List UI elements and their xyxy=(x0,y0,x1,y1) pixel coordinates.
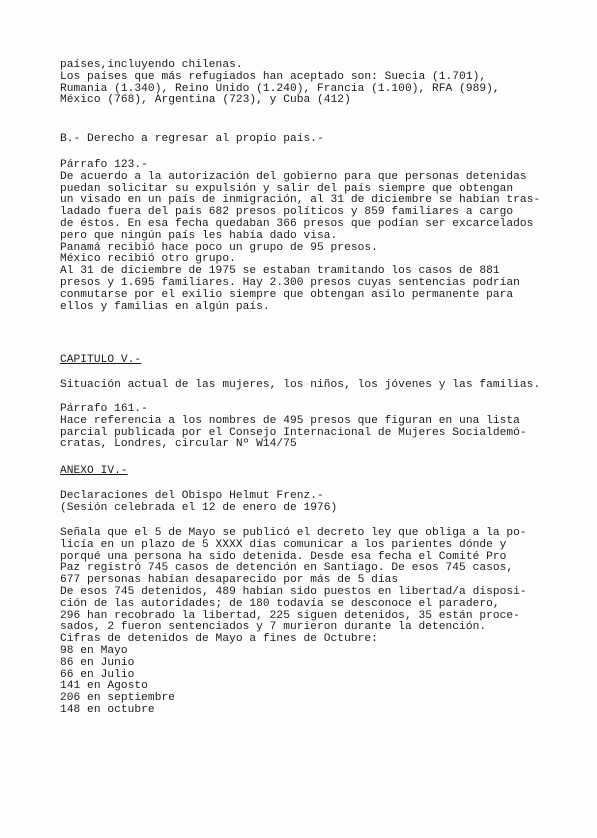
chapter-subtitle: Situación actual de las mujeres, los niños, los jóvenes y las familias. xyxy=(60,379,541,391)
text-line: México (768), Argentina (723), y Cuba (412) xyxy=(60,94,351,107)
section-b-heading-block xyxy=(60,134,580,146)
text-line: puedan solicitar su expulsión y salir del país siempre que obtengan xyxy=(60,182,514,195)
monthly-count: 206 en septiembre xyxy=(60,692,175,705)
annex-heading: ANEXO IV.- xyxy=(60,465,128,477)
text-line: Cifras de detenidos de Mayo a fines de Octubre: xyxy=(60,633,378,646)
text-line: licía en un plazo de 5 XXXX días comunicar a los parientes dónde y xyxy=(60,538,507,551)
monthly-count: 148 en octubre xyxy=(60,703,155,716)
text-line: Panamá recibió hace poco un grupo de 95 presos. xyxy=(60,241,378,254)
paragraph-label: Párrafo 161.- xyxy=(60,403,148,415)
text-line: un visado en un país de inmigración, al 31 de diciembre se habían tras- xyxy=(60,194,541,207)
text-line: 677 personas habían desaparecido por más de 5 días xyxy=(60,574,399,587)
annex-body xyxy=(60,528,580,717)
text-line: ladado fuera del país 682 presos políticos y 859 familiares a cargo xyxy=(60,206,514,219)
monthly-count: 86 en Junio xyxy=(60,656,135,669)
text-line: sados, 2 fueron sentenciados y 7 murieron durante la detención. xyxy=(60,621,487,634)
text-line: Señala que el 5 de Mayo se publicó el decreto ley que obliga a la po- xyxy=(60,527,527,539)
annex-title: Declaraciones del Obispo Helmut Frenz.- xyxy=(60,490,324,502)
text-line: ción de las autoridades; de 180 todavía se desconoce el paradero, xyxy=(60,597,500,610)
intro-block xyxy=(60,60,580,107)
section-b-body xyxy=(60,160,580,313)
text-line: países,incluyendo chilenas. xyxy=(60,59,243,71)
text-line: Paz registró 745 casos de detención en Santiago. De esos 745 casos, xyxy=(60,562,514,575)
text-line: pero que ningún país les había dado visa. xyxy=(60,229,338,242)
annex-session: (Sesión celebrada el 12 de enero de 1976) xyxy=(60,501,338,514)
monthly-count: 98 en Mayo xyxy=(60,644,128,657)
text-line: presos y 1.695 familiares. Hay 2.300 presos cuyas sentencias podrían xyxy=(60,276,520,289)
annex-heading-block xyxy=(60,466,580,478)
text-line: ellos y familias en algún país. xyxy=(60,300,270,313)
monthly-count: 141 en Agosto xyxy=(60,680,148,693)
text-line: Hace referencia a los nombres de 495 presos que figuran en una lista xyxy=(60,414,520,427)
text-line: porqué una persona ha sido detenida. Desde esa fecha el Comité Pro xyxy=(60,550,507,563)
chapter-heading: CAPITULO V.- xyxy=(60,354,142,366)
text-line: De acuerdo a la autorización del gobierno para que personas detenidas xyxy=(60,170,527,183)
monthly-count: 66 en Julio xyxy=(60,668,135,681)
text-line: parcial publicada por el Consejo Internacional de Mujeres Socialdemó- xyxy=(60,426,527,439)
chapter-v-heading-block xyxy=(60,355,580,367)
section-heading: B.- Derecho a regresar al propio país.- xyxy=(60,133,324,145)
text-line: Rumania (1.340), Reino Unido (1.240), Francia (1.100), RFA (989), xyxy=(60,82,500,95)
text-line: Los países que más refugiados han aceptado son: Suecia (1.701), xyxy=(60,70,487,83)
text-line: conmutarse por el exilio siempre que obtengan asilo permanente para xyxy=(60,288,514,301)
chapter-v-subtitle-block xyxy=(60,380,580,392)
chapter-v-body xyxy=(60,404,580,451)
paragraph-label: Párrafo 123.- xyxy=(60,159,148,171)
text-line: De esos 745 detenidos, 489 habían sido puestos en libertad/a disposi- xyxy=(60,585,527,598)
text-line: Al 31 de diciembre de 1975 se estaban tramitando los casos de 881 xyxy=(60,265,500,278)
text-line: cratas, Londres, circular Nº W14/75 xyxy=(60,438,297,451)
text-line: de éstos. En esa fecha quedaban 366 presos que podían ser excarcelados xyxy=(60,217,534,230)
text-line: 296 han recobrado la libertad, 225 siguen detenidos, 35 están proce- xyxy=(60,609,520,622)
text-line: México recibió otro grupo. xyxy=(60,253,236,266)
annex-title-block xyxy=(60,491,580,515)
